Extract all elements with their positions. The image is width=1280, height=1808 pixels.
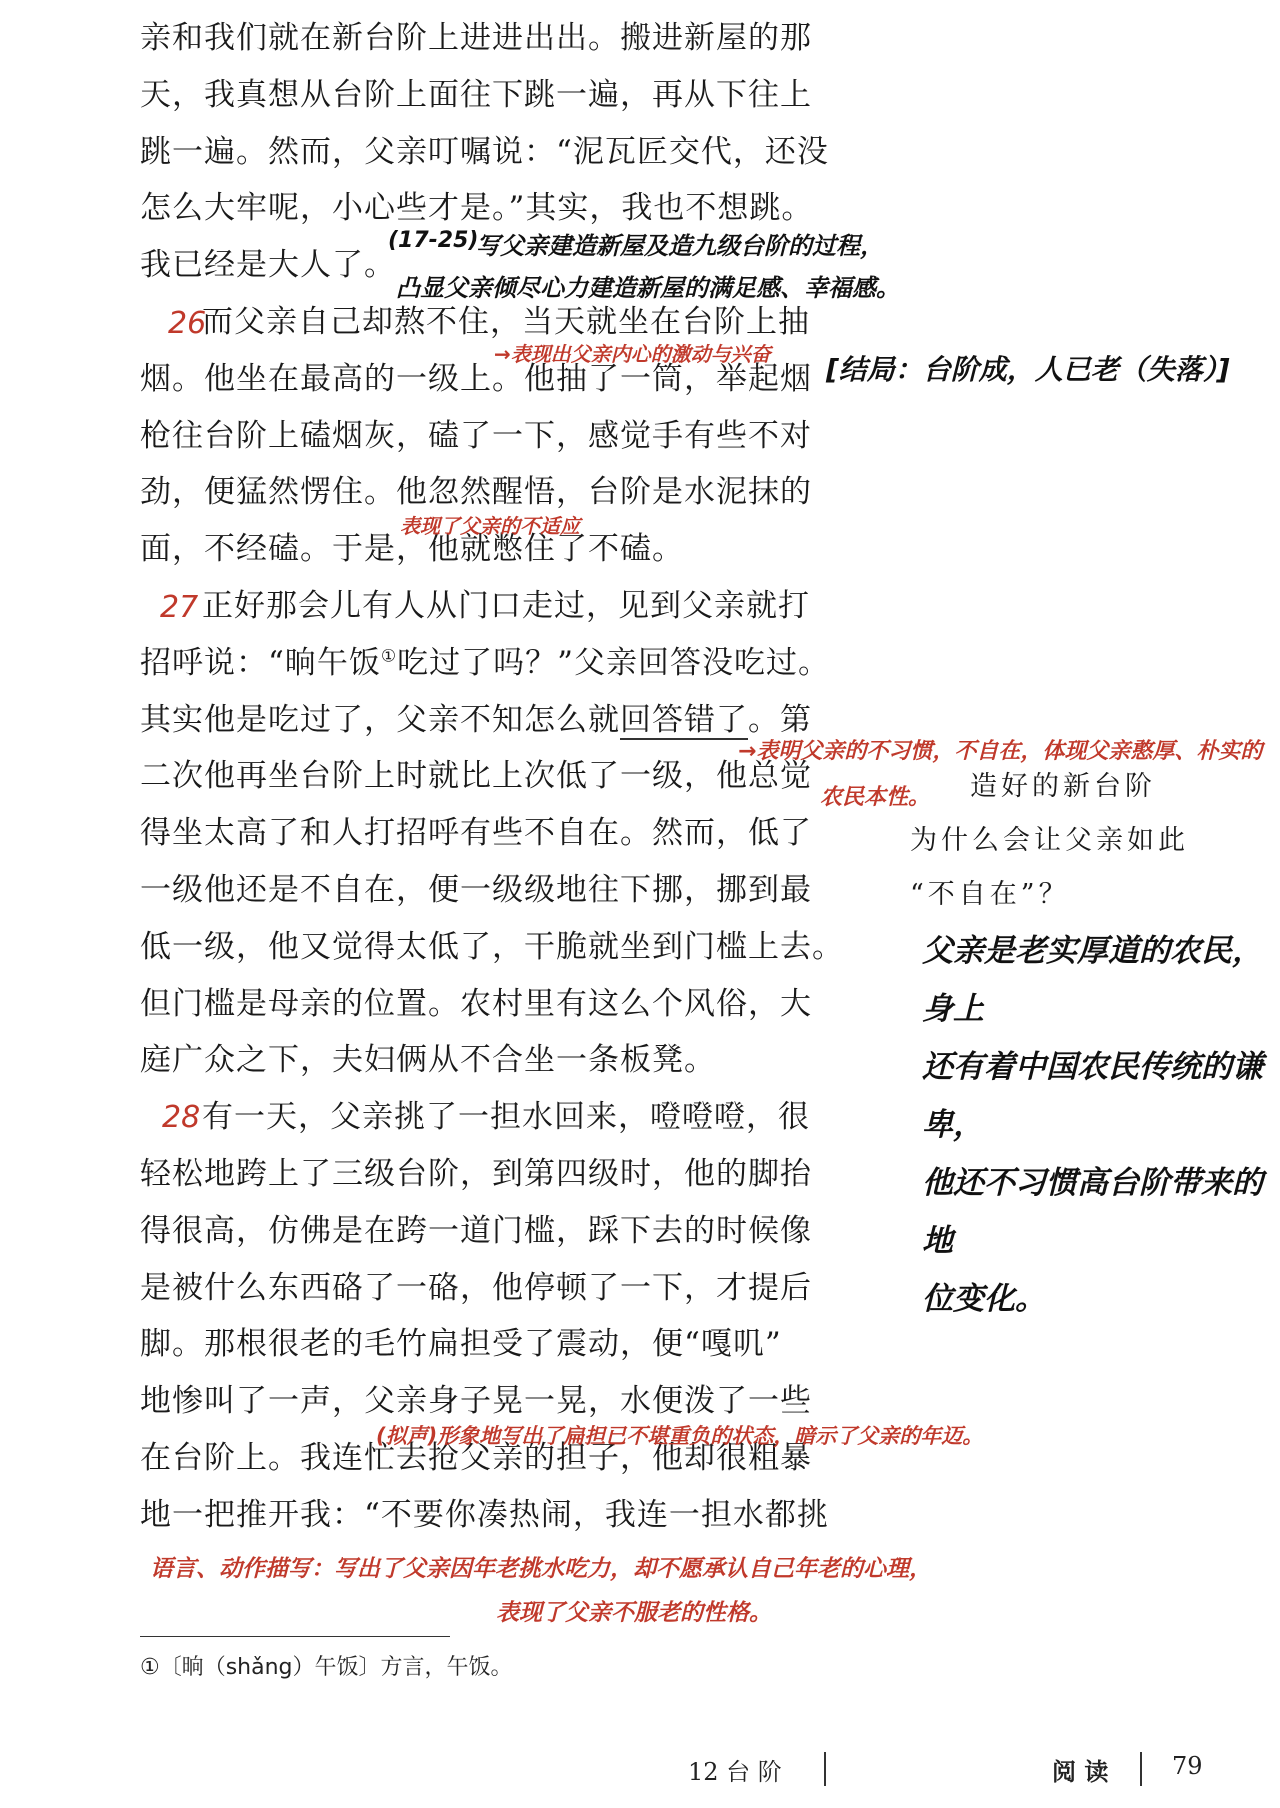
- text-line: [140, 635, 830, 692]
- question-line: “不自在”？: [910, 879, 1070, 910]
- text-line: 正好那会儿有人从门口走过，见到父亲就打: [202, 587, 810, 624]
- answer-line: 位变化。: [922, 1281, 1046, 1317]
- underlined-text: 回答错了: [620, 701, 748, 738]
- handwritten-answer: [922, 922, 1272, 1328]
- text-line: 地一把推开我：“不要你凑热闹，我连一担水都挑: [140, 1496, 829, 1533]
- text-line: 一级他还是不自在，便一级级地往下挪，挪到最: [140, 871, 812, 908]
- text-line: 有一天，父亲挑了一担水回来，噔噔噔，很: [202, 1099, 810, 1136]
- text-line: 在台阶上。我连忙去抢父亲的担子，他却很粗暴: [140, 1439, 812, 1476]
- text-span: 吃过了吗？”父亲回答没吃过。: [397, 644, 830, 681]
- footer-divider: [824, 1752, 826, 1786]
- question-line: 造好的新台阶: [970, 771, 1156, 802]
- text-line: 但门槛是母亲的位置。农村里有这么个风俗，大: [140, 985, 812, 1022]
- footnote-divider: [140, 1636, 450, 1637]
- text-line: 劲，便猛然愣住。他忽然醒悟，台阶是水泥抹的: [140, 474, 812, 511]
- footer-divider: [1140, 1752, 1142, 1786]
- text-line: 亲和我们就在新台阶上进进出出。搬进新屋的那: [140, 20, 812, 56]
- text-line: 低一级，他又觉得太低了，干脆就坐到门槛上去。: [140, 928, 844, 965]
- text-line: 二次他再坐台阶上时就比上次低了一级，他总觉: [140, 758, 812, 795]
- answer-line: 他还不习惯高台阶带来的地: [922, 1165, 1263, 1259]
- text-line: 是被什么东西硌了一硌，他停顿了一下，才提后: [140, 1269, 812, 1306]
- side-question: [910, 760, 1250, 922]
- annotation-ref: (17-25): [388, 228, 479, 253]
- annotation-uneasy-2: 农民本性。: [820, 785, 931, 810]
- annotation-process-2: 凸显父亲倾尽心力建造新屋的满足感、幸福感。: [396, 274, 900, 302]
- question-line: 为什么会让父亲如此: [910, 825, 1189, 856]
- page-number: 79: [1172, 1752, 1203, 1780]
- annotation-process: 写父亲建造新屋及造九级台阶的过程，: [476, 232, 884, 260]
- text-line: 得坐太高了和人打招呼有些不自在。然而，低了: [140, 815, 812, 852]
- annotation-description-2: 表现了父亲不服老的性格。: [496, 1600, 772, 1626]
- footnote-marker: ①: [380, 646, 398, 667]
- text-line: 庭广众之下，夫妇俩从不合坐一条板凳。: [140, 1042, 716, 1079]
- text-line: [140, 692, 830, 749]
- text-line: 我已经是大人了。: [140, 247, 396, 284]
- annotation-ending: [结局：台阶成，人已老（失落）]: [826, 353, 1230, 386]
- annotation-description: 语言、动作描写：写出了父亲因年老挑水吃力，却不愿承认自己年老的心理，: [150, 1556, 932, 1582]
- text-line: 得很高，仿佛是在跨一道门槛，踩下去的时候像: [140, 1212, 812, 1249]
- annotation-onomatopoeia: (拟声)形象地写出了扁担已不堪重负的状态，暗示了父亲的年迈。: [376, 1424, 984, 1448]
- footnote: ①〔晌（shǎng）午饭〕方言，午饭。: [140, 1655, 513, 1680]
- annotation-unadapted: 表现了父亲的不适应: [400, 514, 580, 538]
- text-line: 脚。那根很老的毛竹扁担受了震动，便“嘎叽”: [140, 1326, 782, 1363]
- text-line: 枪往台阶上磕烟灰，磕了一下，感觉手有些不对: [140, 417, 812, 454]
- text-line: 轻松地跨上了三级台阶，到第四级时，他的脚抬: [140, 1155, 812, 1192]
- text-span: 招呼说：“晌午饭: [140, 644, 381, 681]
- annotation-excitement: →表现出父亲内心的激动与兴奋: [494, 342, 771, 366]
- section-label: 阅 读: [1052, 1758, 1109, 1786]
- paragraph-number: 27: [160, 590, 199, 625]
- text-line: 而父亲自己却熬不住，当天就坐在台阶上抽: [202, 303, 810, 340]
- lesson-title: 12 台 阶: [688, 1758, 782, 1786]
- text-line: 地惨叫了一声，父亲身子晃一晃，水便泼了一些: [140, 1383, 812, 1420]
- text-line: 面，不经磕。于是，他就憋住了不磕。: [140, 531, 684, 568]
- text-line: 怎么大牢呢，小心些才是。”其实，我也不想跳。: [140, 190, 814, 227]
- text-line: 天，我真想从台阶上面往下跳一遍，再从下往上: [140, 76, 812, 113]
- text-line: 烟。他坐在最高的一级上。他抽了一筒，举起烟: [140, 360, 812, 397]
- paragraph-number: 26: [168, 306, 207, 341]
- answer-line: 还有着中国农民传统的谦卑，: [922, 1049, 1263, 1143]
- annotation-uneasy: →表明父亲的不习惯，不自在，体现父亲憨厚、朴实的: [738, 739, 1263, 764]
- text-span: 其实他是吃过了，父亲不知怎么就: [140, 701, 620, 738]
- answer-line: 父亲是老实厚道的农民，身上: [922, 933, 1263, 1027]
- text-line: 跳一遍。然而，父亲叮嘱说：“泥瓦匠交代，还没: [140, 133, 829, 170]
- paragraph-number: 28: [162, 1100, 201, 1135]
- text-span: 。第: [748, 701, 812, 738]
